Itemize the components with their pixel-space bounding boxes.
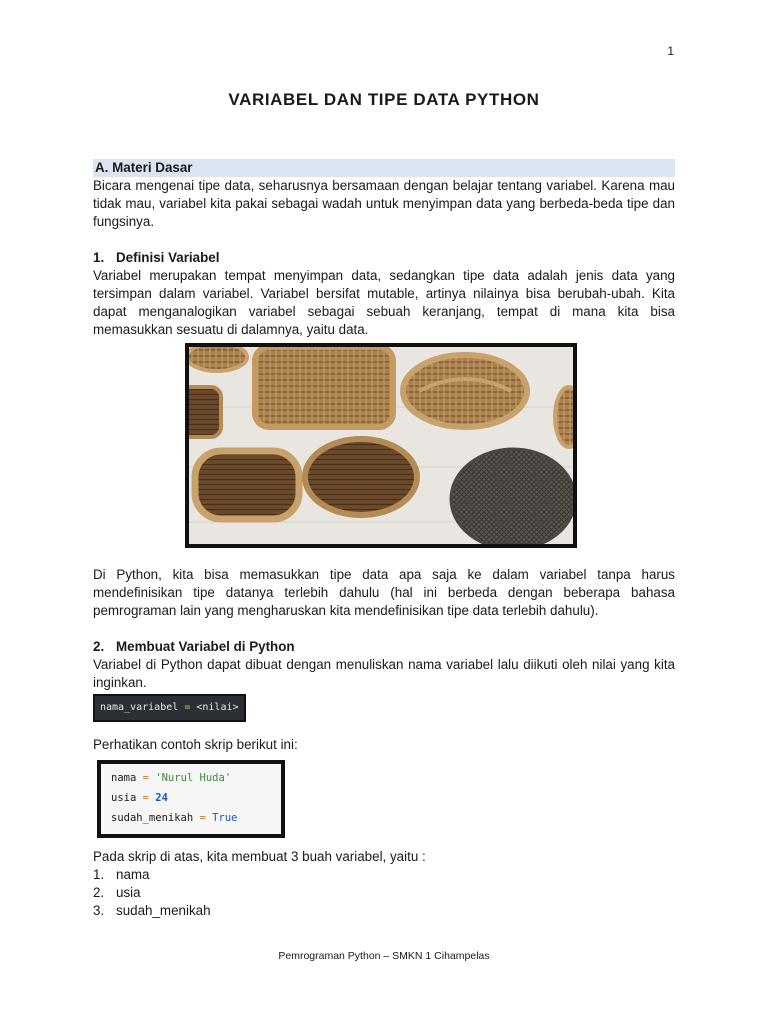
basket-photo (185, 343, 577, 548)
code-value: 24 (155, 792, 168, 804)
definition-paragraph: Variabel merupakan tempat menyimpan data, sedangkan tipe data adalah jenis data yang tersimpan dalam variabel. Variabel bersifat mutable, artinya nilainya bisa berubah-ubah. Kita dapat menganalogikan variabel sebagai sebuah keranjang, tempat di mana kita bisa memasukkan sesuatu di dalamnya, yaitu data. (93, 268, 675, 337)
code-value: True (212, 812, 238, 824)
intro-paragraph: Bicara mengenai tipe data, seharusnya bersamaan dengan belajar tentang variabel. Karena mau tidak mau, variabel kita pakai sebagai wadah untuk menyimpan data yang berbeda-beda tipe dan fungsinya. (93, 178, 675, 229)
code-line (111, 808, 271, 828)
list-number: 2. (93, 885, 105, 900)
creation-paragraph: Variabel di Python dapat dibuat dengan menuliskan nama variabel lalu diikuti oleh nilai yang kita inginkan. (93, 657, 675, 690)
example-intro: Perhatikan contoh skrip berikut ini: (93, 737, 298, 752)
python-variable-paragraph: Di Python, kita bisa memasukkan tipe data apa saja ke dalam variabel tanpa harus mendefinisikan tipe datanya terlebih dahulu (hal ini berbeda dengan beberapa bahasa pemrograman lain yang mengharuskan kita mendefinisikan tipe data terlebih dahulu). (93, 567, 675, 618)
summary-paragraph: Pada skrip di atas, kita membuat 3 buah variabel, yaitu : (93, 849, 426, 864)
code-operator: = (199, 812, 206, 824)
list-label: sudah_menikah (116, 903, 211, 918)
code-line (111, 768, 271, 788)
basket-illustration (189, 347, 573, 544)
list-item (93, 902, 675, 920)
subheading-label: Definisi Variabel (116, 250, 220, 265)
code-variable: nama (111, 772, 137, 784)
code-variable: usia (111, 792, 137, 804)
syntax-name: nama_variabel (100, 702, 179, 713)
document-body (93, 159, 675, 920)
code-operator: = (142, 772, 149, 784)
syntax-operator: = (184, 702, 191, 713)
page-title: VARIABEL DAN TIPE DATA PYTHON (228, 90, 540, 109)
code-variable: sudah_menikah (111, 812, 194, 824)
code-example (97, 760, 285, 838)
code-line (111, 788, 271, 808)
syntax-value: <nilai> (196, 702, 239, 713)
list-number: 3. (93, 903, 105, 918)
subheading-definisi (93, 249, 675, 267)
list-label: nama (116, 867, 150, 882)
code-value: 'Nurul Huda' (155, 772, 232, 784)
section-heading: A. Materi Dasar (93, 159, 675, 177)
subheading-number: 1. (93, 250, 105, 265)
page-number: 1 (667, 44, 674, 58)
list-item (93, 866, 675, 884)
list-number: 1. (93, 867, 105, 882)
list-item (93, 884, 675, 902)
subheading-label: Membuat Variabel di Python (116, 639, 295, 654)
code-operator: = (142, 792, 149, 804)
subheading-membuat-variabel (93, 638, 675, 656)
syntax-snippet (93, 694, 246, 722)
list-label: usia (116, 885, 141, 900)
subheading-number: 2. (93, 639, 105, 654)
page-footer: Pemrograman Python – SMKN 1 Cihampelas (278, 950, 490, 962)
